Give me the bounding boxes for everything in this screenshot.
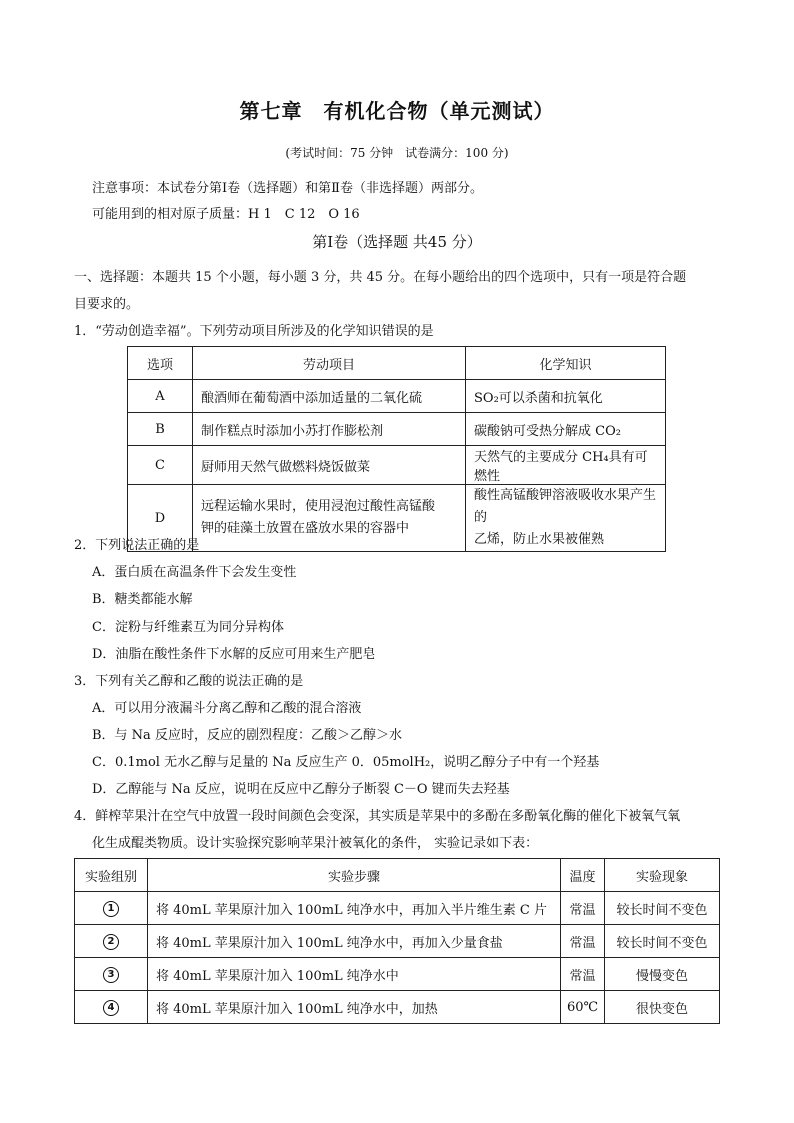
option-cell: C	[128, 446, 193, 485]
question-4-stem: 4．鲜榨苹果汁在空气中放置一段时间颜色会变深，其实质是苹果中的多酚在多酚氧化酶的催化下被氧气氧	[74, 809, 681, 824]
project-cell	[193, 485, 466, 552]
header-cell: 实验现象	[605, 859, 720, 892]
step-cell: 将 40mL 苹果原汁加入 100mL 纯净水中，加热	[148, 991, 561, 1024]
header-cell: 劳动项目	[193, 347, 466, 380]
result-cell: 较长时间不变色	[605, 892, 720, 925]
knowledge-cell: 碳酸钠可受热分解成 CO₂	[466, 413, 666, 446]
group-number: 2	[103, 934, 119, 950]
header-cell: 化学知识	[466, 347, 666, 380]
table-row	[75, 925, 720, 958]
question-3-option: A．可以用分液漏斗分离乙醇和乙酸的混合溶液	[92, 701, 362, 716]
temp-cell: 常温	[561, 925, 605, 958]
question-1-stem: 1．“劳动创造幸福”。下列劳动项目所涉及的化学知识错误的是	[74, 324, 434, 339]
result-cell: 很快变色	[605, 991, 720, 1024]
question-2-option: A．蛋白质在高温条件下会发生变性	[92, 565, 297, 580]
question-3-option: C．0.1mol 无水乙醇与足量的 Na 反应生产 0．05molH₂，说明乙醇分子中有一个羟基	[92, 755, 600, 770]
knowledge-line: 酸性高锰酸钾溶液吸收水果产生的	[474, 488, 657, 525]
table-row	[75, 991, 720, 1024]
temp-cell: 60℃	[561, 991, 605, 1024]
header-cell: 温度	[561, 859, 605, 892]
question-1-table	[127, 346, 666, 552]
knowledge-cell: 天然气的主要成分 CH₄具有可燃性	[466, 446, 666, 485]
knowledge-cell: SO₂可以杀菌和抗氧化	[466, 380, 666, 413]
question-3-stem: 3．下列有关乙醇和乙酸的说法正确的是	[74, 674, 304, 689]
table-row	[75, 958, 720, 991]
question-4-stem: 化生成醌类物质。设计实验探究影响苹果汁被氧化的条件， 实验记录如下表：	[92, 836, 539, 851]
project-line: 远程运输水果时，使用浸泡过酸性高锰酸	[201, 499, 436, 514]
group-number: 4	[103, 1000, 119, 1016]
question-3-option: B．与 Na 反应时，反应的剧烈程度：乙酸＞乙醇＞水	[92, 728, 402, 743]
result-cell: 较长时间不变色	[605, 925, 720, 958]
table-row	[128, 413, 666, 446]
option-cell: A	[128, 380, 193, 413]
table-header-row	[75, 859, 720, 892]
option-cell: D	[128, 485, 193, 552]
knowledge-line: 乙烯，防止水果被催熟	[474, 532, 605, 547]
temp-cell: 常温	[561, 892, 605, 925]
temp-cell: 常温	[561, 958, 605, 991]
notice-text: 注意事项：本试卷分第Ⅰ卷（选择题）和第Ⅱ卷（非选择题）两部分。	[92, 181, 483, 196]
group-cell	[75, 892, 148, 925]
group-number: 3	[103, 967, 119, 983]
exam-info: (考试时间：75 分钟 试卷满分：100 分)	[285, 146, 509, 160]
project-cell: 厨师用天然气做燃料烧饭做菜	[193, 446, 466, 485]
result-cell: 慢慢变色	[605, 958, 720, 991]
project-line: 钾的硅藻土放置在盛放水果的容器中	[201, 521, 410, 536]
section-title: 第Ⅰ卷（选择题 共45 分）	[312, 233, 482, 251]
question-2-option: D．油脂在酸性条件下水解的反应可用来生产肥皂	[92, 647, 376, 662]
table-row	[128, 380, 666, 413]
step-cell: 将 40mL 苹果原汁加入 100mL 纯净水中	[148, 958, 561, 991]
table-row	[128, 446, 666, 485]
section-instruction-line2: 目要求的。	[74, 297, 140, 312]
step-cell: 将 40mL 苹果原汁加入 100mL 纯净水中，再加入少量食盐	[148, 925, 561, 958]
group-cell	[75, 925, 148, 958]
question-2-option: B．糖类都能水解	[92, 592, 193, 607]
group-cell	[75, 958, 148, 991]
page-title: 第七章 有机化合物（单元测试）	[239, 99, 555, 123]
table-row	[75, 892, 720, 925]
table-row	[128, 485, 666, 552]
group-number: 1	[103, 901, 119, 917]
knowledge-cell	[466, 485, 666, 552]
question-4-table	[74, 858, 720, 1024]
option-cell: B	[128, 413, 193, 446]
project-cell: 制作糕点时添加小苏打作膨松剂	[193, 413, 466, 446]
header-cell: 实验步骤	[148, 859, 561, 892]
question-2-stem: 2．下列说法正确的是	[74, 538, 200, 553]
question-3-option: D．乙醇能与 Na 反应，说明在反应中乙醇分子断裂 C－O 键而失去羟基	[92, 782, 510, 797]
group-cell	[75, 991, 148, 1024]
table-header-row	[128, 347, 666, 380]
project-cell: 酿酒师在葡萄酒中添加适量的二氧化硫	[193, 380, 466, 413]
header-cell: 实验组别	[75, 859, 148, 892]
question-2-option: C．淀粉与纤维素互为同分异构体	[92, 620, 284, 635]
atomic-masses-text: 可能用到的相对原子质量：H 1 C 12 O 16	[92, 207, 360, 222]
header-cell: 选项	[128, 347, 193, 380]
section-instruction-line1: 一、选择题：本题共 15 个小题，每小题 3 分，共 45 分。在每小题给出的四个选项中，只有一项是符合题	[74, 270, 687, 285]
step-cell: 将 40mL 苹果原汁加入 100mL 纯净水中，再加入半片维生素 C 片	[148, 892, 561, 925]
